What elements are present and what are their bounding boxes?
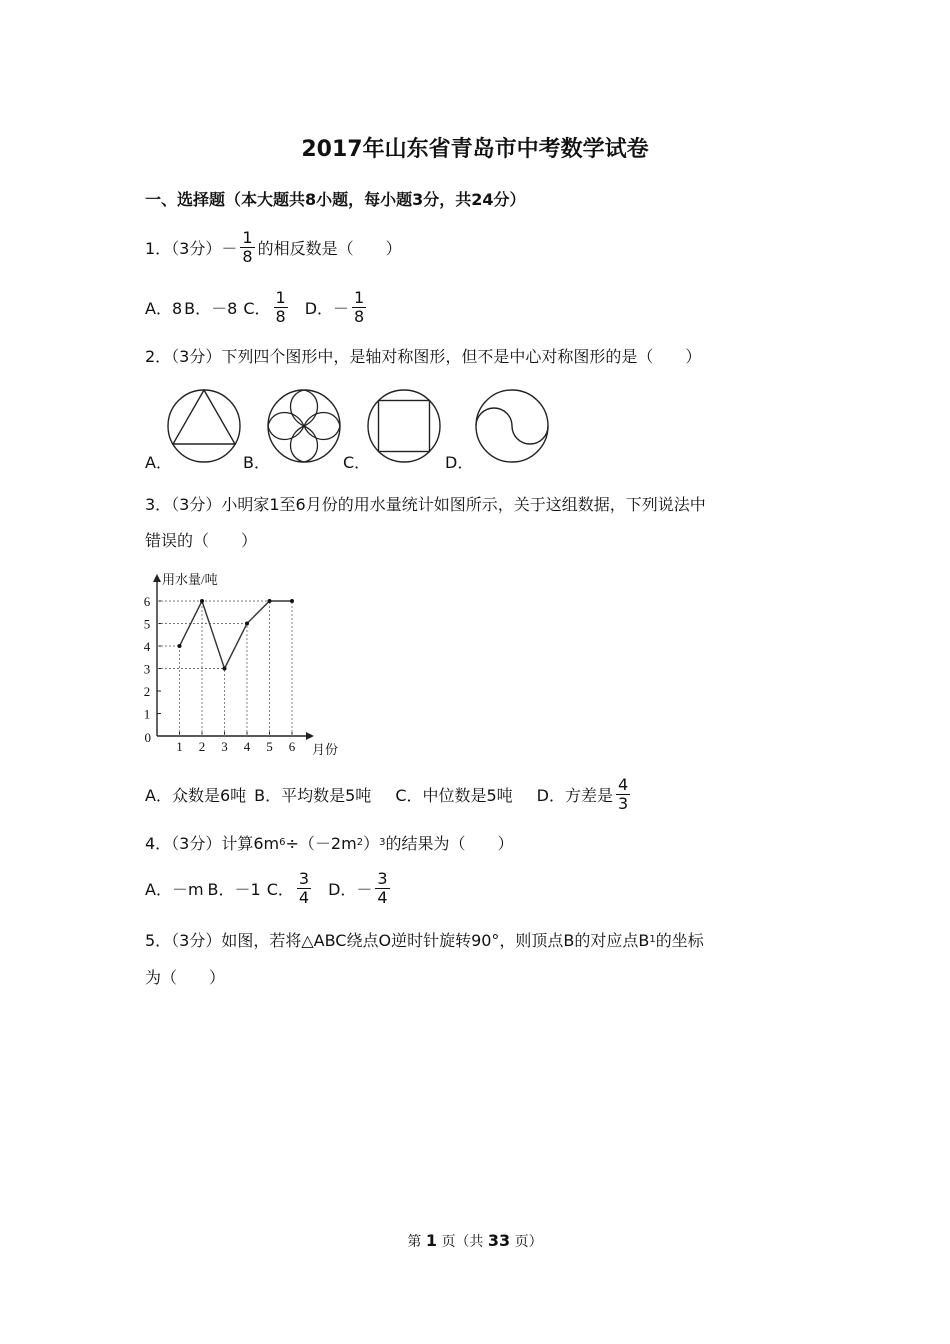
y-tick-label: 4 — [143, 639, 151, 654]
q2-label-b: B． — [243, 453, 270, 472]
q4-c-num: 3 — [298, 869, 310, 888]
x-axis-label: 月份 — [312, 742, 339, 757]
q1-c-den: 8 — [275, 307, 286, 326]
q5-stem-a: 5．（3分）如图，若将△ABC绕点O逆时针旋转90°，则顶点B的对应点B — [145, 931, 650, 950]
q1-option-c: C． — [243, 299, 271, 318]
q4-sup-3: 3 — [379, 837, 386, 848]
q4-option-a: A．－m — [145, 880, 204, 899]
water-usage-line-chart — [140, 566, 350, 761]
q1-suffix: 的相反数是（ ） — [257, 239, 402, 258]
q4-stem-b: ÷（－2m — [285, 834, 357, 853]
footer-suffix: 页） — [514, 1234, 543, 1250]
q1-d-den: 8 — [354, 307, 365, 326]
question-4-options — [145, 870, 393, 907]
y-tick-label: 1 — [143, 706, 151, 722]
y-axis-label: 用水量/吨 — [162, 572, 218, 587]
q1-frac-num: 1 — [242, 228, 253, 247]
y-tick-label: 2 — [143, 684, 151, 699]
footer-total-pages: 33 — [487, 1231, 511, 1250]
q1-fraction — [240, 229, 254, 266]
question-3-options — [145, 776, 633, 813]
data-point — [223, 667, 227, 671]
x-tick-label: 6 — [288, 739, 296, 754]
q3-d-den: 3 — [618, 794, 629, 813]
y-tick-label: 6 — [143, 594, 151, 609]
q1-c-num: 1 — [275, 288, 286, 307]
q1-option-c-fraction — [274, 289, 288, 326]
x-tick-label: 3 — [221, 739, 228, 754]
y-tick-label: 5 — [143, 616, 151, 632]
q4-d-num: 3 — [377, 869, 388, 888]
x-tick-label: 1 — [176, 739, 183, 754]
q3-option-d-fraction — [616, 776, 630, 813]
question-2-stem: 2．（3分）下列四个图形中，是轴对称图形，但不是中心对称图形的是（ ） — [145, 347, 702, 366]
q4-option-c: C． — [266, 880, 294, 899]
x-axis-arrow — [306, 732, 314, 740]
q1-option-d-fraction — [352, 289, 366, 326]
q1-option-b: B．－8 — [184, 299, 238, 318]
data-point — [178, 644, 182, 648]
q3-option-d: D．方差是 — [536, 786, 613, 805]
question-3-stem-line2: 错误的（ ） — [145, 531, 258, 550]
footer-middle: 页（共 — [441, 1234, 484, 1250]
q4-c-den: 4 — [298, 888, 310, 907]
q2-label-a: A． — [145, 453, 172, 472]
series-line — [180, 601, 293, 669]
q2-label-d: D． — [445, 453, 474, 472]
question-5-stem-line2: 为（ ） — [145, 968, 226, 987]
q4-sup-1: 6 — [279, 837, 286, 848]
circle-square-figure — [366, 388, 442, 464]
q1-option-d: D．－ — [304, 299, 350, 318]
q3-option-c: C．中位数是5吨 — [395, 786, 513, 805]
q4-option-b: B．－1 — [207, 880, 261, 899]
question-5-stem-line1 — [145, 928, 704, 951]
data-point — [290, 599, 294, 603]
y-axis-arrow — [153, 574, 161, 582]
q4-sup-2: 2 — [356, 837, 364, 848]
circle-triangle-figure — [166, 388, 242, 464]
q2-label-c: C． — [343, 453, 371, 472]
q3-option-a: A．众数是6吨 — [145, 786, 247, 805]
q4-option-d: D．－ — [328, 880, 373, 899]
q1-option-a: A．8 — [145, 299, 183, 318]
q1-frac-den: 8 — [242, 247, 253, 266]
q5-stem-b: 的坐标 — [655, 931, 704, 950]
y-tick-label: 3 — [143, 661, 151, 677]
q5-sub: 1 — [649, 934, 656, 945]
x-tick-label: 2 — [198, 739, 206, 754]
q4-stem-a: 4．（3分）计算6m — [145, 834, 280, 853]
q4-option-c-fraction — [297, 870, 311, 907]
x-tick-label: 4 — [243, 739, 251, 754]
circle-s-curve-figure — [474, 388, 550, 464]
q4-d-den: 4 — [377, 888, 388, 907]
data-point — [268, 599, 272, 603]
q3-d-num: 4 — [618, 775, 629, 794]
circle-petals-figure — [266, 388, 342, 464]
question-4-stem — [145, 831, 513, 854]
q4-stem-c: ） — [363, 834, 380, 853]
q4-stem-d: 的结果为（ ） — [385, 834, 514, 853]
section-heading: 一、选择题（本大题共8小题，每小题3分，共24分） — [145, 190, 526, 209]
origin-label: 0 — [144, 730, 151, 745]
data-point — [200, 599, 204, 603]
q1-prefix: 1．（3分）－ — [145, 239, 238, 258]
question-1-options — [145, 289, 369, 326]
data-point — [245, 622, 249, 626]
question-1-stem — [145, 229, 402, 266]
q3-option-b: B．平均数是5吨 — [254, 786, 372, 805]
page-title: 2017年山东省青岛市中考数学试卷 — [301, 137, 649, 162]
footer-prefix: 第 — [407, 1234, 422, 1250]
q4-option-d-fraction — [375, 870, 389, 907]
footer-page-number: 1 — [425, 1231, 437, 1250]
question-3-stem-line1: 3．（3分）小明家1至6月份的用水量统计如图所示，关于这组数据，下列说法中 — [145, 495, 706, 514]
page-footer — [0, 1231, 950, 1251]
x-tick-label: 5 — [266, 739, 273, 754]
q1-d-num: 1 — [354, 288, 365, 307]
